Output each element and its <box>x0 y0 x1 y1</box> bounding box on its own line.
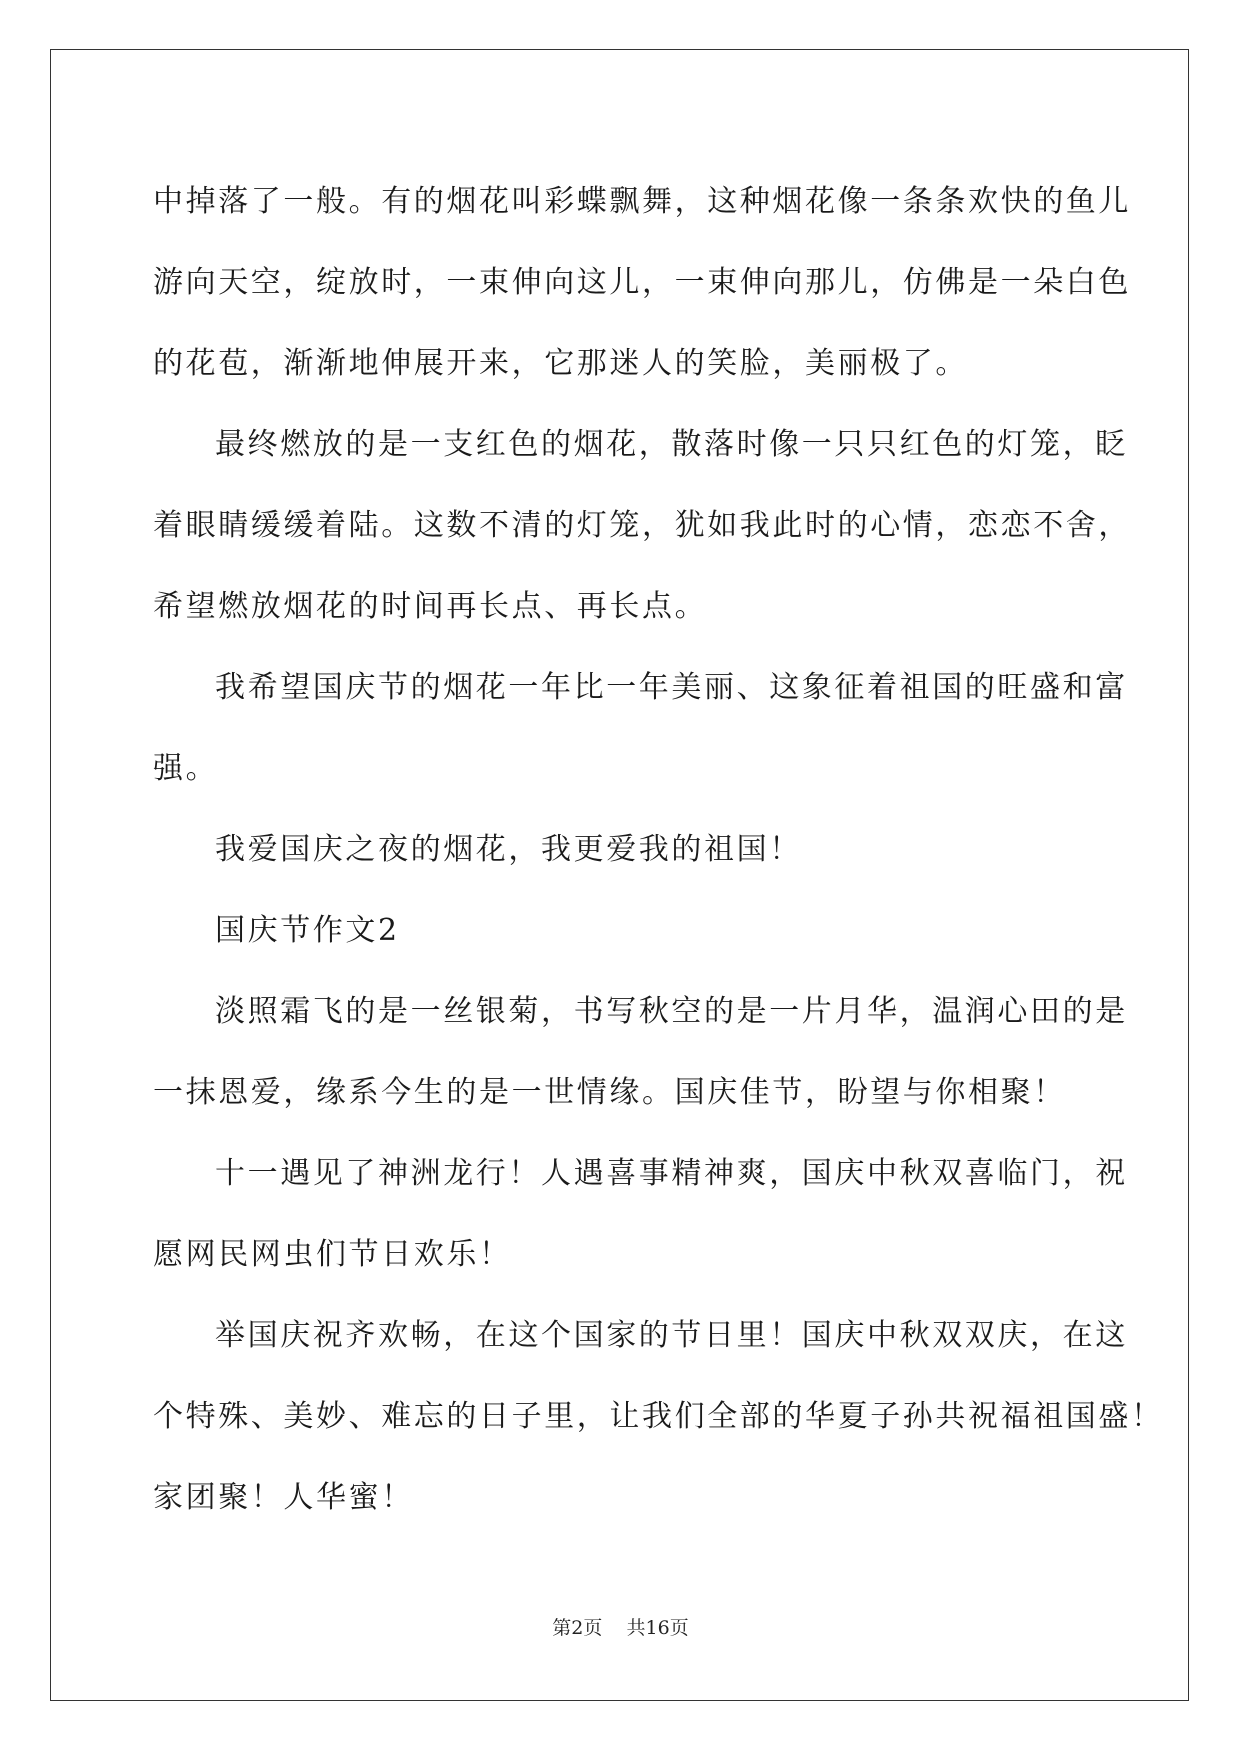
text-line: 中掉落了一般。有的烟花叫彩蝶飘舞，这种烟花像一条条欢快的鱼儿 <box>153 184 1131 219</box>
paragraph-first-line: 最终燃放的是一支红色的烟花，散落时像一只只红色的灯笼，眨 <box>215 427 1128 462</box>
section-heading: 国庆节作文2 <box>215 913 400 948</box>
paragraph-first-line: 举国庆祝齐欢畅，在这个国家的节日里！国庆中秋双双庆，在这 <box>215 1318 1128 1353</box>
paragraph-first-line: 淡照霜飞的是一丝银菊，书写秋空的是一片月华，温润心田的是 <box>215 994 1128 1029</box>
text-line: 一抹恩爱，缘系今生的是一世情缘。国庆佳节，盼望与你相聚！ <box>153 1075 1066 1110</box>
text-line: 个特殊、美妙、难忘的日子里，让我们全部的华夏子孙共祝福祖国盛！ <box>153 1399 1164 1434</box>
text-line: 的花苞，渐渐地伸展开来，它那迷人的笑脸，美丽极了。 <box>153 346 968 381</box>
page-total: 共16页 <box>626 1617 689 1639</box>
text-line: 愿网民网虫们节日欢乐！ <box>153 1237 512 1272</box>
text-line: 着眼睛缓缓着陆。这数不清的灯笼，犹如我此时的心情，恋恋不舍， <box>153 508 1131 543</box>
page-footer <box>0 1613 1241 1640</box>
text-line: 游向天空，绽放时，一束伸向这儿，一束伸向那儿，仿佛是一朵白色 <box>153 265 1131 300</box>
text-line: 强。 <box>153 751 219 786</box>
text-line: 希望燃放烟花的时间再长点、再长点。 <box>153 589 708 624</box>
paragraph-first-line: 我希望国庆节的烟花一年比一年美丽、这象征着祖国的旺盛和富 <box>215 670 1128 705</box>
page-number: 第2页 <box>552 1617 603 1639</box>
text-block <box>153 161 1164 1538</box>
document-body <box>153 161 1164 1538</box>
paragraph-first-line: 十一遇见了神洲龙行！人遇喜事精神爽，国庆中秋双喜临门，祝 <box>215 1156 1128 1191</box>
text-line: 家团聚！人华蜜！ <box>153 1480 414 1515</box>
paragraph-first-line: 我爱国庆之夜的烟花，我更爱我的祖国！ <box>215 832 802 867</box>
